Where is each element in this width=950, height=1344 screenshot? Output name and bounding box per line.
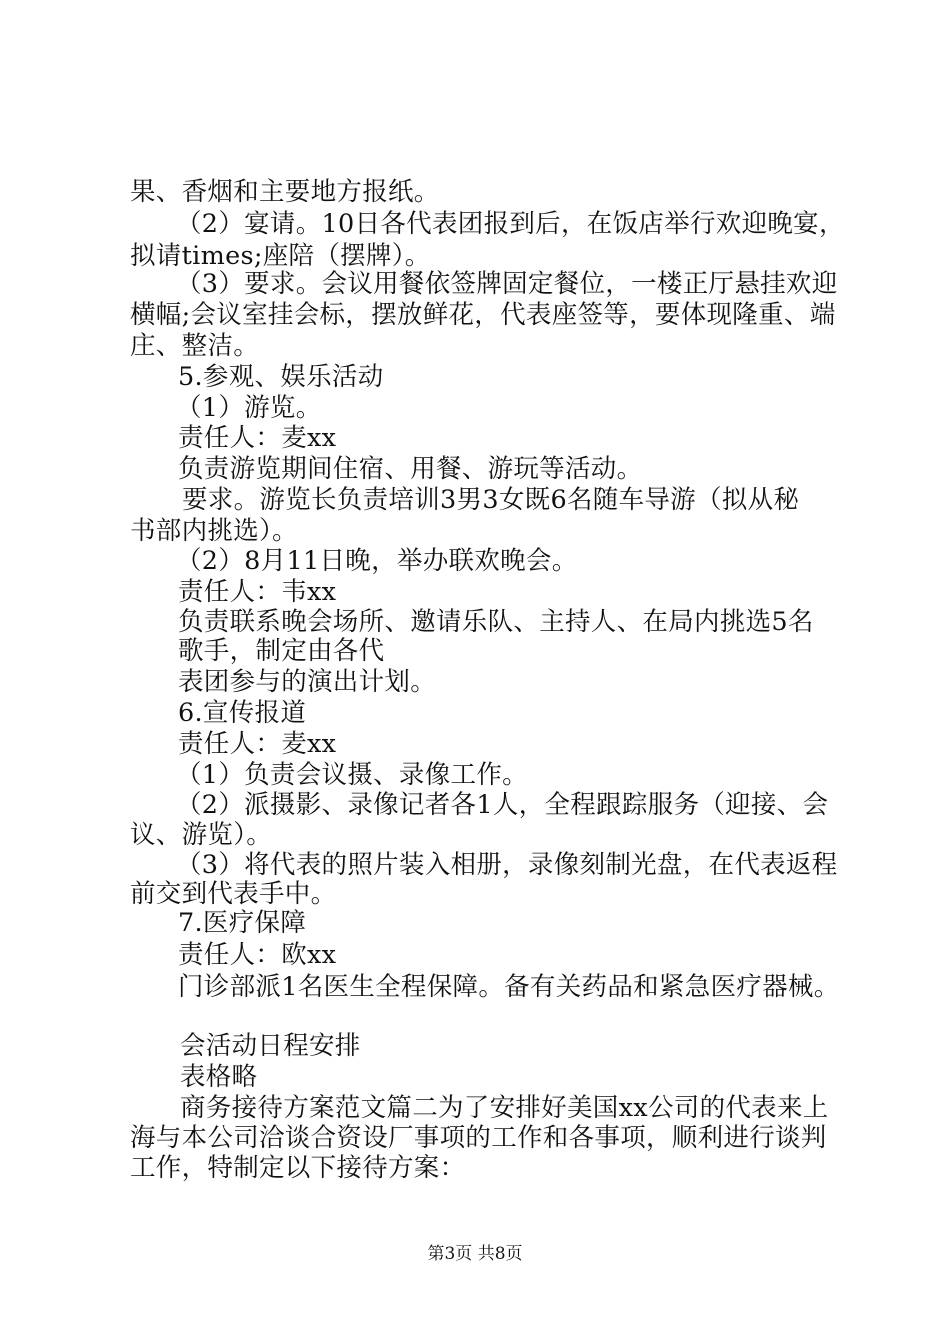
- body-line: 责任人：韦xx: [178, 577, 337, 607]
- body-line: 表团参与的演出计划。: [178, 667, 437, 697]
- body-line: 负责联系晚会场所、邀请乐队、主持人、在局内挑选5名: [178, 607, 814, 637]
- body-line: 责任人：麦xx: [178, 423, 337, 453]
- body-line: 果、香烟和主要地方报纸。: [130, 177, 440, 207]
- section-heading: 6.宣传报道: [178, 698, 307, 728]
- body-line: 负责游览期间住宿、用餐、游玩等活动。: [178, 454, 643, 484]
- body-line: 议、游览）。: [130, 820, 273, 850]
- body-line: 海与本公司洽谈合资设厂事项的工作和各事项，顺利进行谈判: [130, 1123, 827, 1153]
- body-line: 书部内挑选）。: [130, 516, 298, 546]
- page-number-footer: 第3页 共8页: [427, 1244, 523, 1264]
- body-line: 拟请times;座陪（摆牌）。: [130, 241, 431, 271]
- section-heading: 5.参观、娱乐活动: [178, 362, 384, 392]
- body-line: 商务接待方案范文篇二为了安排好美国xx公司的代表来上: [180, 1093, 829, 1123]
- body-line: （1）游览。: [176, 393, 322, 423]
- section-heading: 7.医疗保障: [178, 908, 307, 938]
- body-line: （2）8月11日晚，举办联欢晚会。: [176, 546, 578, 576]
- body-line: 门诊部派1名医生全程保障。备有关药品和紧急医疗器械。: [178, 972, 840, 1002]
- body-line: （2）派摄影、录像记者各1人，全程跟踪服务（迎接、会: [176, 790, 829, 820]
- body-line: 工作，特制定以下接待方案：: [130, 1153, 466, 1183]
- body-line: 责任人：欧xx: [178, 940, 337, 970]
- body-line: 歌手，制定由各代: [178, 636, 385, 666]
- body-line: 前交到代表手中。: [130, 879, 337, 909]
- section-heading: 会活动日程安排: [180, 1031, 361, 1061]
- body-line: 要求。游览长负责培训3男3女既6名随车导游（拟从秘: [182, 485, 800, 515]
- body-line: 责任人：麦xx: [178, 729, 337, 759]
- body-line: 横幅;会议室挂会标，摆放鲜花，代表座签等，要体现隆重、端: [130, 300, 836, 330]
- body-line: （1）负责会议摄、录像工作。: [176, 760, 528, 790]
- body-line: （2）宴请。10日各代表团报到后，在饭店举行欢迎晚宴，: [176, 209, 845, 239]
- body-line: 庄、整洁。: [130, 331, 260, 361]
- body-line: （3）将代表的照片装入相册，录像刻制光盘，在代表返程: [176, 850, 838, 880]
- body-line: （3）要求。会议用餐依签牌固定餐位，一楼正厅悬挂欢迎: [176, 269, 838, 299]
- body-line: 表格略: [180, 1062, 258, 1092]
